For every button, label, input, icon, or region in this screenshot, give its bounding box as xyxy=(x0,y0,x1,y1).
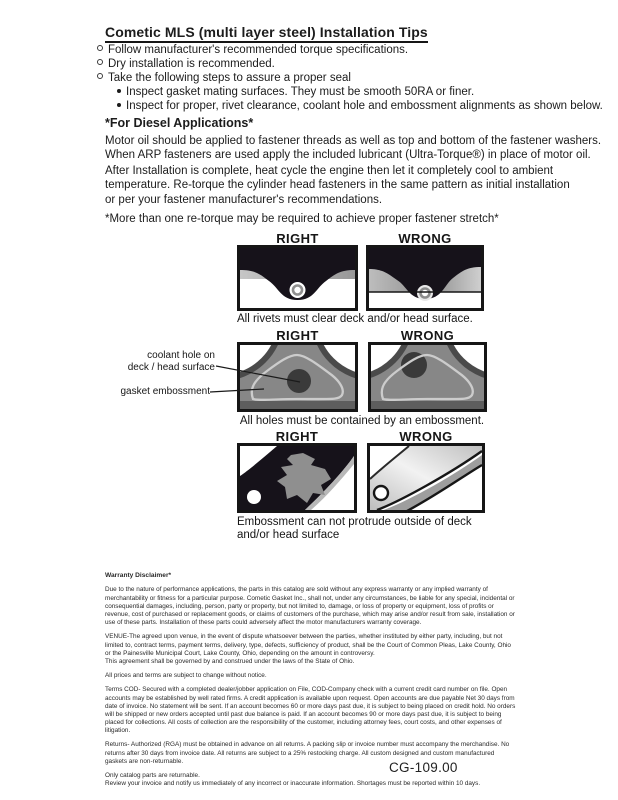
list-item-text: Inspect gasket mating surfaces. They must be smooth 50RA or finer. xyxy=(126,86,475,98)
row2-right-label: RIGHT xyxy=(276,328,319,343)
dot-bullet-icon xyxy=(117,89,121,93)
list-item-text: Inspect for proper, rivet clearance, coolant hole and embossment alignments as shown below. xyxy=(126,100,603,112)
circle-bullet-icon xyxy=(97,73,103,79)
list-sub-item xyxy=(117,85,603,99)
dot-bullet-icon xyxy=(117,103,121,107)
row1-right-label: RIGHT xyxy=(276,231,319,246)
row2-caption: All holes must be contained by an embossment. xyxy=(239,415,485,427)
diesel-heading: *For Diesel Applications* xyxy=(105,116,254,130)
row3-right-label: RIGHT xyxy=(275,429,319,444)
protrusion-right-diagram xyxy=(237,443,357,513)
text-line: deck / head surface xyxy=(127,361,215,373)
list-item xyxy=(97,57,603,71)
disclaimer-paragraph: Due to the nature of performance applications, the parts in this catalog are sold without any express warranty or any implied warranty of merchantability or fitness for a particular purpose. Cometic Gasket Inc., shall not, under any circumstances, be liable for any special, incidental or consequential damages, including, person, party or property, but not limited to, damage, or loss of property or equipment, loss of profits or revenue, cost of purchased or replacement goods, or claims of customers of the purchase, which may arise and/or result from sale, installation or use of these parts. Installation of these parts could adversely affect the motor manufacturers warranty coverage. xyxy=(105,586,515,627)
row2-wrong-label: WRONG xyxy=(400,328,455,343)
disclaimer-paragraph: Review your invoice and notify us immediately of any incorrect or inaccurate information. Shortages must be reported within 10 days. xyxy=(105,780,481,788)
protrusion-wrong-diagram xyxy=(367,443,485,513)
circle-bullet-icon xyxy=(97,59,103,65)
text-line: Embossment can not protrude outside of deck xyxy=(237,516,472,528)
page-code: CG-109.00 xyxy=(389,760,458,775)
row1-wrong-label: WRONG xyxy=(398,231,452,246)
list-item-text: Dry installation is recommended. xyxy=(108,58,275,70)
disclaimer-paragraph: VENUE-The agreed upon venue, in the event of dispute whatsoever between the parties, whether instituted by either party, including, but not limited to, contract terms, payment terms, delivery, type, defects, sufficiency of product, shall be the Court of Common Pleas, Lake County, Ohio or the Painesville Municipal Court, Lake County, Ohio, depending on the amount in controversy. xyxy=(105,633,511,657)
disclaimer-paragraph: All prices and terms are subject to change without notice. xyxy=(105,672,267,680)
leader-lines xyxy=(206,350,306,400)
disclaimer-paragraph: Returns- Authorized (RGA) must be obtained in advance on all returns. A packing slip or invoice number must accompany the merchandise. No returns after 30 days from invoice date. All returns are subject to a 25% restocking charge. All custom designed and custom manufactured gaskets are non-returnable. xyxy=(105,741,510,765)
list-item-text: Follow manufacturer's recommended torque specifications. xyxy=(108,44,409,56)
row3-wrong-label: WRONG xyxy=(399,429,453,444)
diesel-paragraph-2 xyxy=(105,164,570,207)
text-line: and/or head surface xyxy=(237,529,340,541)
gasket-embossment-label: gasket embossment xyxy=(120,386,210,397)
coolant-wrong-diagram xyxy=(368,342,487,412)
list-item xyxy=(97,71,603,85)
installation-tips-list xyxy=(97,43,603,113)
disclaimer-paragraph: This agreement shall be governed by and construed under the laws of the State of Ohio. xyxy=(105,657,355,665)
text-line: or per your fastener manufacturer's recommendations. xyxy=(105,193,383,206)
text-line: temperature. Re-torque the cylinder head fasteners in the same pattern as initial installation xyxy=(105,179,570,192)
rivet-right-diagram xyxy=(237,245,358,311)
row1-caption: All rivets must clear deck and/or head surface. xyxy=(237,313,473,325)
text-line: coolant hole on xyxy=(147,350,215,361)
page-title: Cometic MLS (multi layer steel) Installation Tips xyxy=(105,24,428,43)
text-line: After Installation is complete, heat cycle the engine then let it completely cool to ambient xyxy=(105,165,554,177)
text-line: Motor oil should be applied to fastener threads as well as top and bottom of the fastener washers. xyxy=(105,135,602,147)
disclaimer-paragraph: Only catalog parts are returnable. xyxy=(105,772,200,779)
retorque-note: *More than one re-torque may be required to achieve proper fastener stretch* xyxy=(105,213,499,225)
list-sub-item xyxy=(117,99,603,113)
coolant-hole-label xyxy=(90,350,215,373)
list-item xyxy=(97,43,603,57)
text-line: When ARP fasteners are used apply the included lubricant (Ultra-Torque®) in place of motor oil. xyxy=(105,149,591,162)
list-item-text: Take the following steps to assure a proper seal xyxy=(108,72,351,84)
circle-bullet-icon xyxy=(97,45,103,51)
diesel-paragraph-1 xyxy=(105,134,601,163)
disclaimer-paragraph: Terms COD- Secured with a completed dealer/jobber application on File, COD-Company check with a current credit card number on file. Open accounts may be established by well rated firms. A credit application is available upon request. Open accounts are due payable Net 30 days from date of invoice. No statement will be sent. If an account becomes 60 or more days past due, it is subject to being placed on credit hold. No orders will be shipped or new orders accepted until past due balance is paid. If an account becomes 90 or more days past due, it is subject to being placed for collections. All costs of collection are the responsibility of the customer, including attorney fees, court costs, and other expenses of litigation. xyxy=(105,686,516,735)
row3-caption xyxy=(237,516,472,542)
disclaimer-heading: Warranty Disclaimer* xyxy=(105,572,172,579)
rivet-wrong-diagram xyxy=(366,245,484,311)
